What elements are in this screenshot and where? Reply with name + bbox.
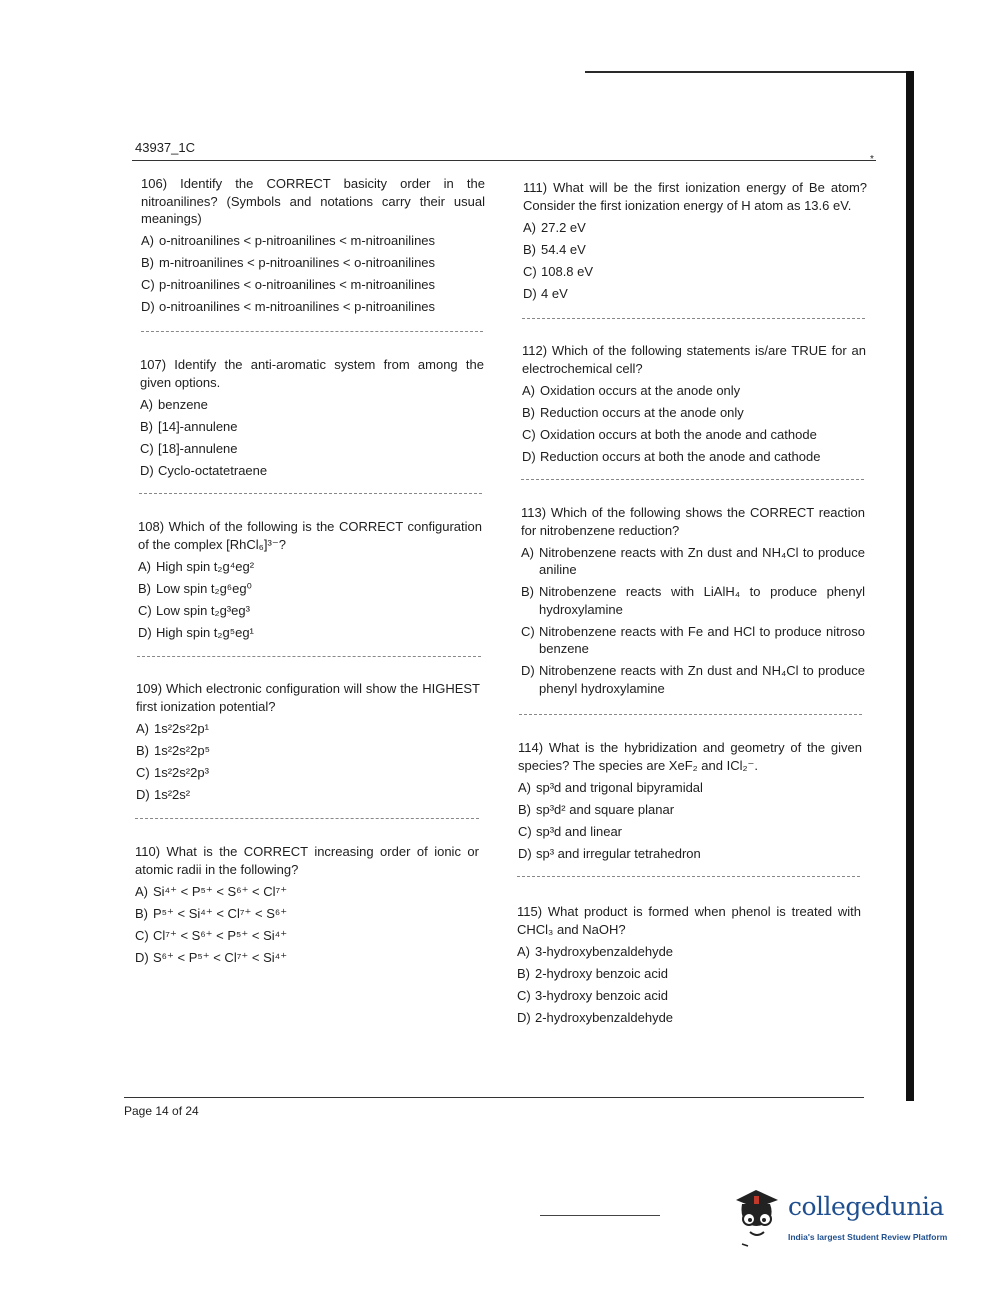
option-a: A) 27.2 eV <box>523 219 586 235</box>
option-a: A) High spin t₂g⁴eg² <box>138 558 255 574</box>
option-d: D) 4 eV <box>523 285 568 301</box>
question-109 <box>136 680 480 803</box>
footer-rule <box>124 1097 864 1098</box>
option-c: C) 108.8 eV <box>523 263 594 279</box>
question-stem: 106) Identify the CORRECT basicity order in the nitroanilines? (Symbols and notations carry their usual meanings) <box>141 176 485 226</box>
question-106 <box>141 175 485 316</box>
question-stem: 110) What is the CORRECT increasing order of ionic or atomic radii in the following? <box>135 844 479 877</box>
question-stem: 114) What is the hybridization and geometry of the given species? The species are XeF₂ and ICl₂⁻. <box>518 740 862 773</box>
separator <box>517 876 860 877</box>
option-a: A) Oxidation occurs at the anode only <box>522 382 741 398</box>
option-b: B) 2-hydroxy benzoic acid <box>517 965 668 981</box>
option-d: D) Cyclo-octatetraene <box>140 462 268 478</box>
option-d: D) o-nitroanilines < m-nitroanilines < p-nitroanilines <box>141 299 436 314</box>
question-stem: 111) What will be the first ionization energy of Be atom? Consider the first ionization energy of H atom as 13.6 eV. <box>523 180 867 213</box>
option-c: C) Cl⁷⁺ < S⁶⁺ < P⁵⁺ < Si⁴⁺ <box>135 927 288 943</box>
separator <box>137 656 481 657</box>
option-b: B) 54.4 eV <box>523 241 586 257</box>
document-code: 43937_1C <box>135 140 195 155</box>
question-stem: 107) Identify the anti-aromatic system from among the given options. <box>140 357 484 390</box>
separator <box>135 818 479 819</box>
option-b: B) m-nitroanilines < p-nitroanilines < o-nitroanilines <box>141 255 436 270</box>
option-c: C) [18]-annulene <box>140 440 238 456</box>
question-107 <box>140 356 484 479</box>
question-112 <box>522 342 866 465</box>
brand-tagline: India's largest Student Review Platform <box>788 1232 948 1242</box>
option-b: B) 1s²2s²2p⁵ <box>136 742 210 758</box>
separator <box>141 331 483 332</box>
question-114 <box>518 739 862 862</box>
separator <box>519 714 862 715</box>
option-d: D) Reduction occurs at both the anode and cathode <box>522 448 821 464</box>
question-stem: 108) Which of the following is the CORRECT configuration of the complex [RhCl₆]³⁻? <box>138 519 482 552</box>
question-111 <box>523 179 867 302</box>
option-a: A) o-nitroanilines < p-nitroanilines < m-nitroanilines <box>141 233 436 248</box>
option-d: D) S⁶⁺ < P⁵⁺ < Cl⁷⁺ < Si⁴⁺ <box>135 949 288 965</box>
question-110 <box>135 843 479 966</box>
option-d: D) sp³ and irregular tetrahedron <box>518 845 701 861</box>
option-a: A) Nitrobenzene reacts with Zn dust and NH₄Cl to produce aniline <box>521 544 865 577</box>
option-a: A) 1s²2s²2p¹ <box>136 720 209 736</box>
option-a: A) Si⁴⁺ < P⁵⁺ < S⁶⁺ < Cl⁷⁺ <box>135 883 288 899</box>
brand-name: collegedunia <box>788 1192 944 1221</box>
option-a: A) benzene <box>140 396 208 412</box>
option-b: B) Nitrobenzene reacts with LiAlH₄ to produce phenyl hydroxylamine <box>521 584 865 617</box>
option-b: B) Low spin t₂g⁶eg⁰ <box>138 580 252 596</box>
option-b: B) P⁵⁺ < Si⁴⁺ < Cl⁷⁺ < S⁶⁺ <box>135 905 288 921</box>
option-c: C) p-nitroanilines < o-nitroanilines < m-nitroanilines <box>141 277 436 292</box>
option-b: B) [14]-annulene <box>140 418 238 434</box>
option-c: C) Nitrobenzene reacts with Fe and HCl to produce nitroso benzene <box>521 623 865 656</box>
option-c: C) sp³d and linear <box>518 823 622 839</box>
option-d: D) 1s²2s² <box>136 786 191 802</box>
header-rule <box>132 160 876 161</box>
scan-edge-top <box>585 71 910 73</box>
option-d: D) 2-hydroxybenzaldehyde <box>517 1009 674 1025</box>
separator <box>521 479 864 480</box>
separator <box>139 493 482 494</box>
collegedunia-logo <box>728 1186 958 1252</box>
question-108 <box>138 518 482 641</box>
option-d: D) High spin t₂g⁵eg¹ <box>138 624 254 640</box>
option-c: C) Oxidation occurs at both the anode and cathode <box>522 426 817 442</box>
option-c: C) Low spin t₂g³eg³ <box>138 602 250 618</box>
header-marker: * <box>870 154 874 165</box>
mascot-icon <box>728 1186 784 1252</box>
question-stem: 109) Which electronic configuration will show the HIGHEST first ionization potential? <box>136 681 480 714</box>
scan-edge-right <box>906 71 914 1101</box>
option-b: B) Reduction occurs at the anode only <box>522 404 744 420</box>
page-number: Page 14 of 24 <box>124 1104 199 1118</box>
question-113 <box>521 504 865 697</box>
question-stem: 112) Which of the following statements is/are TRUE for an electrochemical cell? <box>522 343 866 376</box>
option-c: C) 1s²2s²2p³ <box>136 764 209 780</box>
separator <box>522 318 865 319</box>
question-stem: 113) Which of the following shows the CORRECT reaction for nitrobenzene reduction? <box>521 505 865 538</box>
question-stem: 115) What product is formed when phenol is treated with CHCl₃ and NaOH? <box>517 904 861 937</box>
option-d: D) Nitrobenzene reacts with Zn dust and NH₄Cl to produce phenyl hydroxylamine <box>521 663 865 696</box>
option-c: C) 3-hydroxy benzoic acid <box>517 987 668 1003</box>
question-115 <box>517 903 861 1026</box>
option-a: A) sp³d and trigonal bipyramidal <box>518 779 703 795</box>
scan-artifact-line <box>540 1215 660 1216</box>
option-a: A) 3-hydroxybenzaldehyde <box>517 943 674 959</box>
option-b: B) sp³d² and square planar <box>518 801 675 817</box>
